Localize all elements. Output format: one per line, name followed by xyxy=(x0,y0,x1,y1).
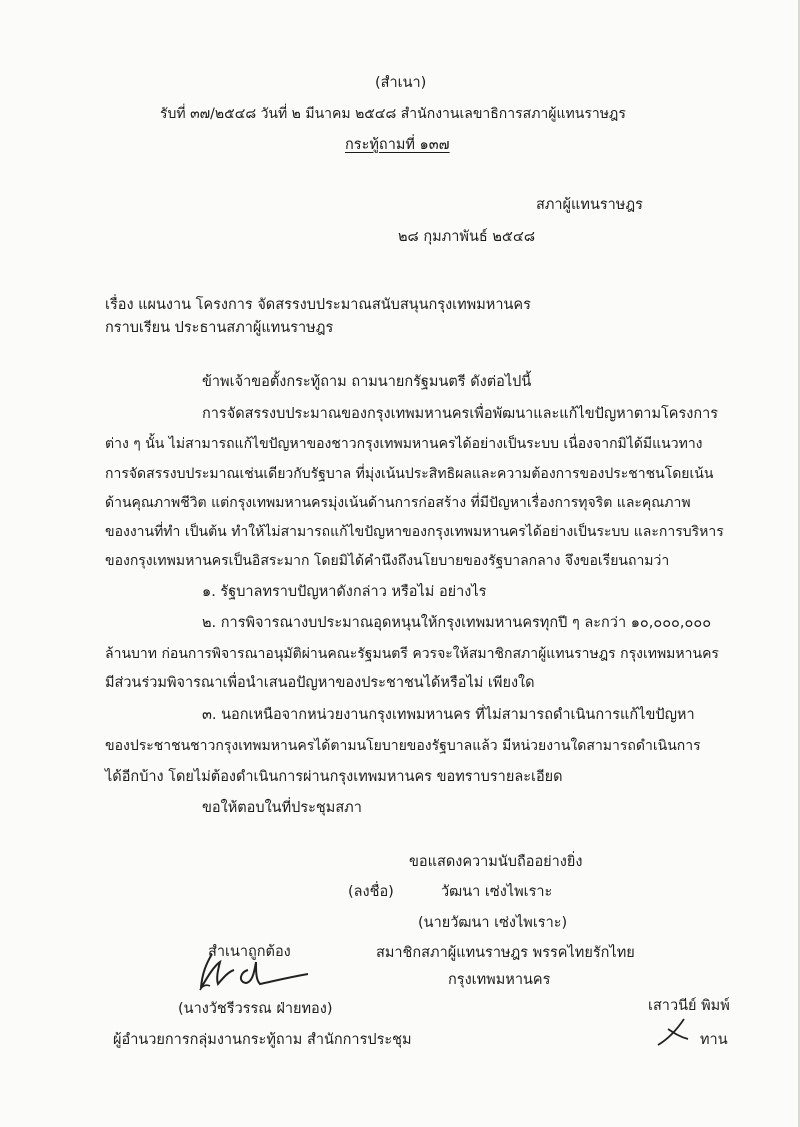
full-name: (นายวัฒนา เซ่งไพเราะ) xyxy=(418,915,568,931)
question-1: ๑. รัฐบาลทราบปัญหาดังกล่าว หรือไม่ อย่างไร xyxy=(202,584,487,600)
certifier-title: ผู้อำนวยการกลุ่มงานกระทู้ถาม สำนักการประชุม xyxy=(113,1032,412,1048)
sender-date: ๒๘ กุมภาพันธ์ ๒๕๔๘ xyxy=(398,229,536,245)
province-line: กรุงเทพมหานคร xyxy=(448,972,551,988)
checker-initial xyxy=(654,1015,694,1049)
question-3-line-3: ได้อีกบ้าง โดยไม่ต้องดำเนินการผ่านกรุงเทพมหานคร ขอทราบรายละเอียด xyxy=(105,769,563,785)
certifier-name: (นางวัชรีวรรณ ฝ่ายทอง) xyxy=(178,1001,333,1017)
para1-line-1: การจัดสรรงบประมาณของกรุงเทพมหานครเพื่อพัฒนาและแก้ไขปัญหาตามโครงการ xyxy=(202,406,719,422)
question-3-line-1: ๓. นอกเหนือจากหน่วยงานกรุงเทพมหานคร ที่ไม่สามารถดำเนินการแก้ไขปัญหา xyxy=(202,707,695,723)
signed-name: วัฒนา เซ่งไพเราะ xyxy=(441,884,553,900)
certified-copy-label: สำเนาถูกต้อง xyxy=(208,944,291,960)
para1-line-2: ต่าง ๆ นั้น ไม่สามารถแก้ไขปัญหาของชาวกรุงเทพมหานครได้อย่างเป็นระบบ เนื่องจากมิได้มีแนวทาง xyxy=(105,436,703,452)
question-2-line-2: ล้านบาท ก่อนการพิจารณาอนุมัติผ่านคณะรัฐมนตรี ควรจะให้สมาชิกสภาผู้แทนราษฎร กรุงเทพมหานคร xyxy=(105,646,719,662)
signed-label: (ลงชื่อ) xyxy=(348,884,394,900)
sender-place: สภาผู้แทนราษฎร xyxy=(536,197,643,213)
receipt-line: รับที่ ๓๗/๒๕๔๘ วันที่ ๒ มีนาคม ๒๕๔๘ สำนักงานเลขาธิการสภาผู้แทนราษฎร xyxy=(160,106,626,122)
para1-line-3: การจัดสรรงบประมาณเช่นเดียวกับรัฐบาล ที่มุ่งเน้นประสิทธิผลและความต้องการของประชาชนโดยเน้น xyxy=(105,466,714,482)
intro-line: ข้าพเจ้าขอตั้งกระทู้ถาม ถามนายกรัฐมนตรี ดังต่อไปนี้ xyxy=(202,374,532,390)
addressee: กราบเรียน ประธานสภาผู้แทนราษฎร xyxy=(105,320,334,336)
copy-mark: (สำเนา) xyxy=(375,75,427,91)
request-line: ขอให้ตอบในที่ประชุมสภา xyxy=(202,800,362,816)
handwritten-signature xyxy=(190,950,330,1000)
para1-line-6: ของกรุงเทพมหานครเป็นอิสระมาก โดยมิได้คำนึงถึงนโยบายของรัฐบาลกลาง จึงขอเรียนถามว่า xyxy=(105,553,670,569)
question-3-line-2: ของประชาชนชาวกรุงเทพมหานครได้ตามนโยบายของรัฐบาลแล้ว มีหน่วยงานใดสามารถดำเนินการ xyxy=(105,738,701,754)
para1-line-5: ของงานที่ทำ เป็นต้น ทำให้ไม่สามารถแก้ไขปัญหาของกรุงเทพมหานครได้อย่างเป็นระบบ และการบริหาร xyxy=(105,524,724,540)
respect-line: ขอแสดงความนับถืออย่างยิ่ง xyxy=(409,854,583,870)
subject-topic: เรื่อง แผนงาน โครงการ จัดสรรงบประมาณสนับสนุนกรุงเทพมหานคร xyxy=(105,297,531,313)
position-line: สมาชิกสภาผู้แทนราษฎร พรรคไทยรักไทย xyxy=(376,945,635,961)
question-number: กระทู้ถามที่ ๑๓๗ xyxy=(345,137,450,153)
checked-label: ทาน xyxy=(700,1032,728,1048)
para1-line-4: ด้านคุณภาพชีวิต แต่กรุงเทพมหานครมุ่งเน้นด้านการก่อสร้าง ที่มีปัญหาเรื่องการทุจริต และคุณภาพ xyxy=(105,495,691,511)
question-2-line-3: มีส่วนร่วมพิจารณาเพื่อนำเสนอปัญหาของประชาชนได้หรือไม่ เพียงใด xyxy=(105,675,535,691)
typist-name: เสาวนีย์ พิมพ์ xyxy=(648,998,730,1014)
question-2-line-1: ๒. การพิจารณางบประมาณอุดหนุนให้กรุงเทพมหานครทุกปี ๆ ละกว่า ๑๐,๐๐๐,๐๐๐ xyxy=(202,615,712,631)
